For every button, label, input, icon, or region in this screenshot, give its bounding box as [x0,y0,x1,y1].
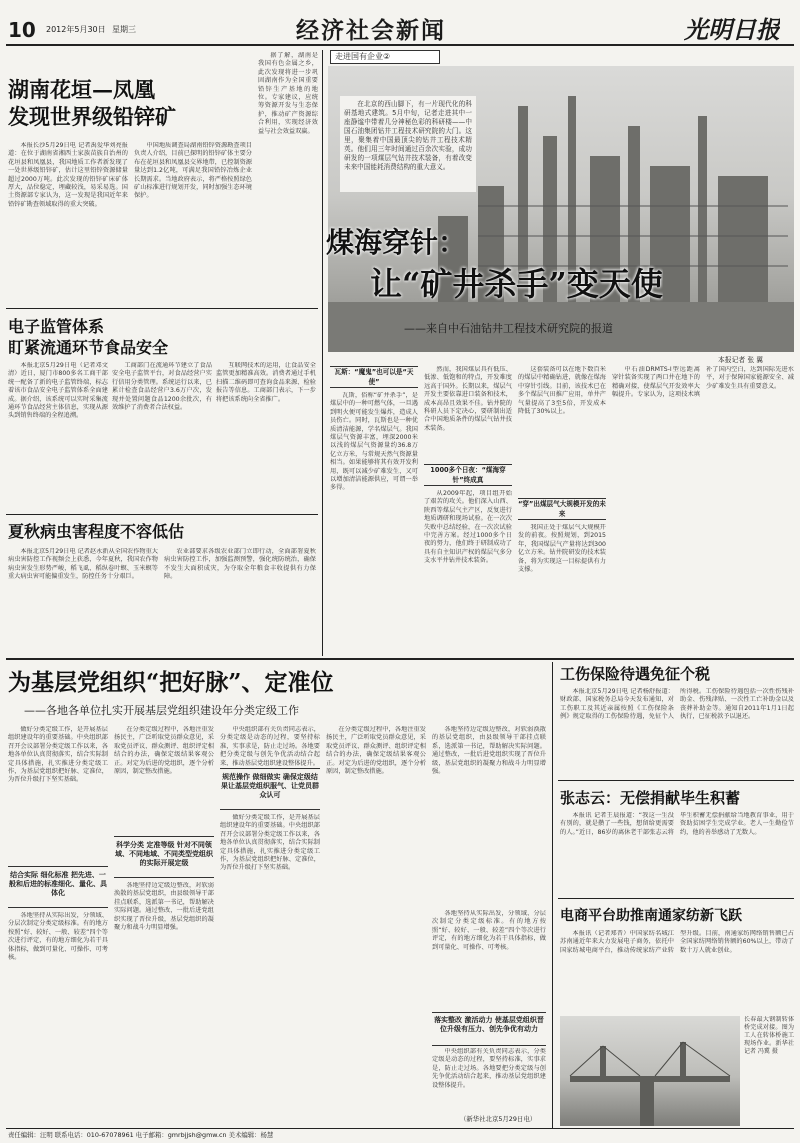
footer-rule [6,1128,794,1129]
party-body-col3b: 做好分类定级工作，是开展基层组织建设年的重要基础。中央组织部召开会议部署分类定级工作以来，各地各单位认真贯彻落实，结合实际制定具体措施，扎实推进分类定级工作，为基层党组织把好脉、定准位，为晋位升级打下坚实基础。 [220,814,320,872]
article-pest-body-col2: 农业部要求各级农业部门立即行动，全面部署夏秋病虫害防控工作，加强监测预警，强化统防统治，确保不发生大面积成灾，为夺取全年粮食丰收提供有力保障。 [164,548,316,581]
newspaper-logo: 光明日报 [684,15,780,44]
article-party-title: 为基层党组织“把好脉”、定准位 [8,669,334,696]
party-subhead-4: 落实整改 激活动力 使基层党组织晋位升级有压力、创先争优有动力 [432,1012,546,1046]
party-subhead-3: 规范操作 做细做实 确保定级结果让基层党组织服气、让党员群众认可 [220,768,320,810]
feature-subhead-1: 瓦斯：“魔鬼”也可以是“天使” [330,366,418,388]
bridge-photo-caption: 长春最大钢制转体桥完成对接。图为工人在转体桥施工现场作业。新华社记者 冯冀 摄 [744,1016,794,1055]
article-tax-title: 工伤保险待遇免征个税 [560,665,711,683]
feature-title-line2: 让“矿井杀手”变天使 [370,265,663,303]
party-body-col4: 在分类定级过程中，各地注重发扬民主，广泛听取党员群众意见，采取党员评议、群众测评、组织评定相结合的办法，确保定级结果客观公正。对定为后进的党组织，逐个分析原因，制定整改措施。 [326,726,426,776]
issue-date: 2012年5月30日 [46,25,106,34]
article-pest-title: 夏秋病虫害程度不容低估 [8,522,185,541]
feature-body-col1: 瓦斯，俗称“矿井杀手”，是煤层中的一种可燃气体，一旦遇到明火便可能发生爆炸，造成人员伤亡。同时，瓦斯也是一种优质清洁能源，学名煤层气。我国煤层气资源丰富，埋深2000米以浅的煤层气资源量约36.8万亿立方米，与常规天然气资源量相当。如果能够将其有效开发利用，既可以减少矿难发生，又可以增加清洁能源供应，可谓一举多得。 [330,392,418,492]
article-mine-body-col1: 本报长沙5月29日电 记者禹爱华刘亮报道：在位于湖南省湘西土家族苗族自治州的花垣县和凤凰县，我国地质工作者新发现了一处世界级铅锌矿，估计这里铅锌资源储量超过2000万吨。此次发现的铅锌矿床矿体厚大，品位稳定，埋藏较浅，易采易选。国土资源部专家认为，这一发现是我国近年来铅锌矿勘查领域取得的重大突破。 [8,142,128,208]
party-signature: （新华社北京5月29日电） [460,1115,537,1123]
bridge-illustration [560,1016,740,1126]
masthead [0,0,800,44]
party-body-col2: 在分类定级过程中，各地注重发扬民主，广泛听取党员群众意见，采取党员评议、群众测评、组织评定相结合的办法，确保定级结果客观公正。对定为后进的党组织，逐个分析原因，制定整改措施。 [114,726,214,776]
article-tax-body: 本报北京5月29日电 记者杨舒报道：财政部、国家税务总局今天发布通知，对工伤职工及其近亲属按照《工伤保险条例》规定取得的工伤保险待遇，免征个人所得税。工伤保险待遇包括一次性伤残补助金、伤残津贴、一次性工亡补助金以及丧葬补助金等。通知自2011年1月1日起执行，已征税款予以退还。 [560,688,794,721]
party-subhead-2: 科学分类 定准等级 针对不同领域、不同地域、不同类型党组织的实际开展定级 [114,836,214,878]
lead-box [340,96,476,192]
divider [558,780,794,781]
party-body-col5b: 各地坚持从实际出发，分领域、分层次制定分类定级标准。有的地方按照“好、较好、一般、较差”四个等次进行评定，有的地方细化为若干具体指标，做到可量化、可操作、可考核。 [432,910,546,951]
article-food-body-col3: 互联网技术的运用，让食品安全监管更加精准高效。消费者通过手机扫描二维码即可查询食品来源、检验报告等信息。工商部门表示，下一步将把该系统向全省推广。 [216,362,316,403]
feature-title-line1: 煤海穿针： [326,226,467,259]
party-body-col1: 做好分类定级工作，是开展基层组织建设年的重要基础。中央组织部召开会议部署分类定级工作以来，各地各单位认真贯彻落实，结合实际制定具体措施，扎实推进分类定级工作，为基层党组织把好脉、定准位，为晋位升级打下坚实基础。 [8,726,108,784]
article-party-subtitle: ——各地各单位扎实开展基层党组织建设年分类定级工作 [24,704,299,717]
article-pest-body-col1: 本报北京5月29日电 记者赵永新从全国农作物重大病虫害防控工作视频会上获悉，今年夏秋，我国农作物病虫害发生形势严峻，稻飞虱、稻纵卷叶螟、玉米螟等重大病虫害可能偏重发生，防控任务十分艰巨。 [8,548,158,581]
feature-subhead-3: “穿”出煤层气大规模开发的未来 [518,500,606,518]
footer-editors: 责任编辑：汪明 联系电话：010-67078961 电子邮箱：gmrbjjsh@gmw.cn 美术编辑：杨慧 [8,1131,274,1139]
issue-weekday: 星期三 [112,25,136,34]
section-title: 经济社会新闻 [296,17,446,44]
article-ecommerce-body: 本报讯（记者郑晋）中国家纺名城江苏南通近年来大力发展电子商务，依托中国家纺城电商平台，推动传统家纺产业转型升级。目前，南通家纺网络销售额已占全国家纺网络销售额的60%以上，带动了数十万人就业创业。 [560,930,794,954]
column-separator [552,662,553,1128]
series-tag [330,50,440,64]
party-body-col2b: 各地坚持边定级边整改，对软弱涣散的基层党组织，由县级领导干部挂点联系，选派第一书记，帮助解决实际问题。通过整改，一批后进党组织实现了晋位升级，基层党组织的凝聚力和战斗力明显增强。 [114,882,214,932]
bridge-photo [560,1016,740,1126]
feature-body-col6: 中石油DRMTS-I型远距离穿针装备实现了两口井在地下的精确对接，使煤层气开发效率大幅提升。专家认为，这项技术填补了国内空白，达到国际先进水平，对于保障国家能源安全、减少矿难发生具有重要意义。 [612,366,794,399]
section-divider [6,658,794,660]
feature-body-col5: 我国正处于煤层气大规模开发的前夜。按照规划，到2015年，我国煤层气产量将达到300亿立方米。钻井院研发的技术装备，将为实现这一目标提供有力支撑。 [518,524,606,574]
article-donor-body: 本报讯 记者王晨报道：“我这一生没有别的，就是攒了一些钱，想留给更需要的人。”近日，86岁的离休老干部张志云将毕生积蓄无偿捐献给当地教育事业，用于资助贫困学生完成学业。老人一生勤俭节约，他的善举感动了无数人。 [560,812,794,836]
feature-subtitle: ——来自中石油钻井工程技术研究院的报道 [404,322,613,335]
article-food-title-line1: 电子监管体系 [8,317,105,336]
feature-body-col3: 从2009年起，项目组开始了艰苦的攻关。他们深入山西、陕西等煤层气主产区，反复进行地质调研和现场试验。在一次次失败中总结经验，在一次次试验中完善方案。经过1000多个日夜的努力，他们终于研制成功了具有自主知识产权的煤层气多分支水平井钻井技术装备。 [424,490,512,565]
divider [558,898,794,899]
series-tag-label: 走进国有企业② [335,52,391,61]
article-food-body-col2: 工商部门在流通环节建立了食品安全电子监管平台，对食品经营户实行信用分类管理。系统运行以来，已累计检查食品经营户3.6万户次，发现并处置问题食品1200余批次，有效维护了消费者合法权益。 [112,362,212,412]
party-body-col5c: 中央组织部有关负责同志表示，分类定级是动态的过程，要坚持标准，实事求是，防止走过场。各地要把分类定级与创先争优活动结合起来，推动基层党组织建设整体提升。 [432,1048,546,1089]
feature-body-col2: 然而，我国煤层具有低压、低渗、低饱和的特点，开发难度远高于国外。长期以来，煤层气开发主要依靠进口装备和技术，成本高昂且效果不佳。钻井院的科研人员下定决心，要研制出适合中国地质条件的煤层气钻井技术装备。 [424,366,512,432]
party-subhead-1: 结合实际 细化标准 把先进、一般和后进的标准细化、量化、具体化 [8,866,108,908]
article-donor-title: 张志云：无偿捐献毕生积蓄 [560,789,741,807]
masthead-rule [6,44,794,46]
feature-subhead-2: 1000多个日夜：“煤海穿针”终成真 [424,464,512,486]
article-food-title-line2: 盯紧流通环节食品安全 [8,338,169,357]
feature-body-col4: 这套装备可以在地下数百米的煤层中精确钻进，就像在煤海中穿针引线。目前，该技术已在多个煤层气田推广应用，单井产气量提高了3至5倍，开发成本降低了30%以上。 [518,366,606,416]
divider [6,514,318,515]
article-mine-title-line1: 湖南花垣—凤凰 [8,77,155,102]
feature-byline: 本报记者 张 翼 [718,356,764,364]
lead-text: 在北京的西山脚下，有一片现代化的科研基地式建筑。5月中旬，记者走进其中一座静谧中带着几分神秘色彩的科研楼——中国石油集团钻井工程技术研究院的大门。这里，聚集着中国最顶尖的钻井工程技术精英。他们用三年时间通过百余次实验，成功研发的一项煤层气钻井技术装备，有着改变未来中国能耗消费结构的重大意义。 [344,100,472,171]
party-body-col3: 中央组织部有关负责同志表示，分类定级是动态的过程，要坚持标准，实事求是，防止走过场。各地要把分类定级与创先争优活动结合起来，推动基层党组织建设整体提升。 [220,726,320,766]
page-number: 10 [8,18,36,42]
article-mine-title [8,76,258,130]
party-body-col5: 各地坚持边定级边整改，对软弱涣散的基层党组织，由县级领导干部挂点联系，选派第一书记，帮助解决实际问题。通过整改，一批后进党组织实现了晋位升级，基层党组织的凝聚力和战斗力明显增强。 [432,726,546,776]
article-mine-title-line2: 发现世界级铅锌矿 [8,104,176,129]
article-mine-body-col3: 据了解，湖南是我国有色金属之乡，此次发现将进一步巩固湖南作为全国重要铅锌生产基地的地位。专家建议，应统筹资源开发与生态保护，推动矿产资源综合利用，实现经济效益与社会效益双赢。 [258,52,318,135]
article-mine-body-col2: 中国地质调查局湖南铅锌资源勘查项目负责人介绍，目前已探明的铅锌矿体主要分布在花垣县和凤凰县交界地带，已控制资源量达到1.2亿吨，可满足我国铅锌冶炼企业长期需求。当地政府表示，将严格按照绿色矿山标准进行规划开发，同时加强生态环境保护。 [134,142,252,200]
article-food-body-col1: 本报北京5月29日电（记者邓文清）近日，厦门市800多名工商干部统一配备了新的电子监管终端，标志着该市食品安全电子监管体系全面建成。据介绍，该系统可以实时采集流通环节食品经营主体信息，实现从源头到销售终端的全程追溯。 [8,362,108,420]
divider [6,308,318,309]
article-food-title [8,316,316,358]
column-separator [322,50,323,656]
party-body-col1b: 各地坚持从实际出发，分领域、分层次制定分类定级标准。有的地方按照“好、较好、一般、较差”四个等次进行评定，有的地方细化为若干具体指标，做到可量化、可操作、可考核。 [8,912,108,962]
article-ecommerce-title: 电商平台助推南通家纺新飞跃 [560,908,742,924]
